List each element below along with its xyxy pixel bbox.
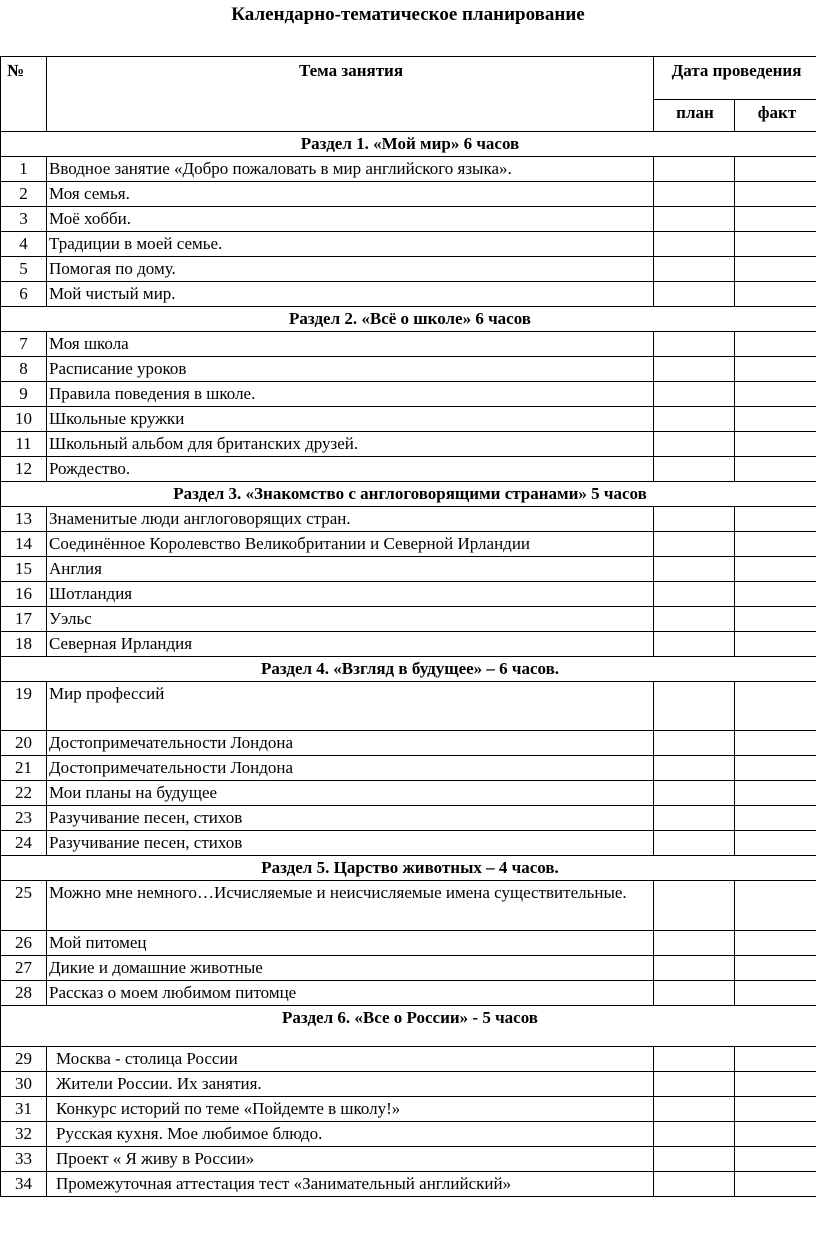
table-row bbox=[1, 357, 816, 382]
plan-date-cell bbox=[654, 257, 735, 282]
row-number: 9 bbox=[1, 382, 47, 407]
row-number: 5 bbox=[1, 257, 47, 282]
plan-date-cell bbox=[654, 831, 735, 856]
table-row bbox=[1, 806, 816, 831]
fact-date-cell bbox=[735, 881, 816, 931]
row-number: 17 bbox=[1, 607, 47, 632]
fact-date-cell bbox=[735, 432, 816, 457]
plan-date-cell bbox=[654, 382, 735, 407]
row-number: 14 bbox=[1, 532, 47, 557]
fact-date-cell bbox=[735, 582, 816, 607]
section-title: Раздел 5. Царство животных – 4 часов. bbox=[1, 856, 816, 881]
table-row bbox=[1, 981, 816, 1006]
row-topic: Мир профессий bbox=[47, 682, 654, 731]
table-row bbox=[1, 257, 816, 282]
fact-date-cell bbox=[735, 282, 816, 307]
row-topic: Конкурс историй по теме «Пойдемте в школу!» bbox=[47, 1097, 654, 1122]
fact-date-cell bbox=[735, 557, 816, 582]
row-topic: Проект « Я живу в России» bbox=[47, 1147, 654, 1172]
plan-date-cell bbox=[654, 881, 735, 931]
row-number: 21 bbox=[1, 756, 47, 781]
table-row bbox=[1, 457, 816, 482]
plan-date-cell bbox=[654, 507, 735, 532]
row-topic: Шотландия bbox=[47, 582, 654, 607]
row-number: 30 bbox=[1, 1072, 47, 1097]
plan-date-cell bbox=[654, 282, 735, 307]
row-topic: Достопримечательности Лондона bbox=[47, 731, 654, 756]
row-topic: Англия bbox=[47, 557, 654, 582]
row-topic: Можно мне немного…Исчисляемые и неисчисляемые имена существительные. bbox=[47, 881, 654, 931]
plan-date-cell bbox=[654, 207, 735, 232]
section-title: Раздел 1. «Мой мир» 6 часов bbox=[1, 132, 816, 157]
plan-table bbox=[0, 56, 816, 1197]
row-number: 24 bbox=[1, 831, 47, 856]
plan-date-cell bbox=[654, 1097, 735, 1122]
row-number: 15 bbox=[1, 557, 47, 582]
plan-date-cell bbox=[654, 407, 735, 432]
fact-date-cell bbox=[735, 1147, 816, 1172]
row-topic: Рассказ о моем любимом питомце bbox=[47, 981, 654, 1006]
row-topic: Достопримечательности Лондона bbox=[47, 756, 654, 781]
table-row bbox=[1, 731, 816, 756]
fact-date-cell bbox=[735, 831, 816, 856]
fact-date-cell bbox=[735, 956, 816, 981]
fact-date-cell bbox=[735, 332, 816, 357]
row-topic: Помогая по дому. bbox=[47, 257, 654, 282]
plan-date-cell bbox=[654, 607, 735, 632]
fact-date-cell bbox=[735, 682, 816, 731]
fact-date-cell bbox=[735, 781, 816, 806]
row-topic: Вводное занятие «Добро пожаловать в мир английского языка». bbox=[47, 157, 654, 182]
plan-date-cell bbox=[654, 806, 735, 831]
row-topic: Моя школа bbox=[47, 332, 654, 357]
row-number: 31 bbox=[1, 1097, 47, 1122]
table-row bbox=[1, 332, 816, 357]
plan-date-cell bbox=[654, 357, 735, 382]
row-topic: Школьные кружки bbox=[47, 407, 654, 432]
row-number: 1 bbox=[1, 157, 47, 182]
row-number: 29 bbox=[1, 1047, 47, 1072]
table-row bbox=[1, 582, 816, 607]
row-topic: Моё хобби. bbox=[47, 207, 654, 232]
fact-date-cell bbox=[735, 207, 816, 232]
row-number: 3 bbox=[1, 207, 47, 232]
row-topic: Разучивание песен, стихов bbox=[47, 806, 654, 831]
fact-date-cell bbox=[735, 157, 816, 182]
table-row bbox=[1, 781, 816, 806]
plan-date-cell bbox=[654, 457, 735, 482]
header-row bbox=[1, 57, 816, 100]
fact-date-cell bbox=[735, 182, 816, 207]
section-row bbox=[1, 307, 816, 332]
row-number: 19 bbox=[1, 682, 47, 731]
row-number: 7 bbox=[1, 332, 47, 357]
row-number: 8 bbox=[1, 357, 47, 382]
row-number: 12 bbox=[1, 457, 47, 482]
row-number: 22 bbox=[1, 781, 47, 806]
plan-date-cell bbox=[654, 981, 735, 1006]
row-number: 23 bbox=[1, 806, 47, 831]
row-number: 10 bbox=[1, 407, 47, 432]
section-row bbox=[1, 856, 816, 881]
row-topic: Мои планы на будущее bbox=[47, 781, 654, 806]
table-row bbox=[1, 1097, 816, 1122]
row-topic: Знаменитые люди англоговорящих стран. bbox=[47, 507, 654, 532]
section-row bbox=[1, 1006, 816, 1047]
row-topic: Москва - столица России bbox=[47, 1047, 654, 1072]
row-number: 28 bbox=[1, 981, 47, 1006]
fact-date-cell bbox=[735, 1097, 816, 1122]
fact-date-cell bbox=[735, 457, 816, 482]
row-number: 11 bbox=[1, 432, 47, 457]
fact-date-cell bbox=[735, 1072, 816, 1097]
row-topic: Рождество. bbox=[47, 457, 654, 482]
table-row bbox=[1, 382, 816, 407]
plan-date-cell bbox=[654, 781, 735, 806]
table-row bbox=[1, 557, 816, 582]
header-num: № bbox=[1, 57, 47, 132]
table-row bbox=[1, 182, 816, 207]
plan-date-cell bbox=[654, 682, 735, 731]
fact-date-cell bbox=[735, 931, 816, 956]
row-topic: Уэльс bbox=[47, 607, 654, 632]
section-row bbox=[1, 482, 816, 507]
table-row bbox=[1, 207, 816, 232]
row-topic: Моя семья. bbox=[47, 182, 654, 207]
plan-date-cell bbox=[654, 931, 735, 956]
plan-date-cell bbox=[654, 956, 735, 981]
fact-date-cell bbox=[735, 382, 816, 407]
table-row bbox=[1, 831, 816, 856]
table-row bbox=[1, 956, 816, 981]
table-row bbox=[1, 1047, 816, 1072]
fact-date-cell bbox=[735, 1172, 816, 1197]
fact-date-cell bbox=[735, 756, 816, 781]
plan-date-cell bbox=[654, 157, 735, 182]
fact-date-cell bbox=[735, 507, 816, 532]
row-number: 34 bbox=[1, 1172, 47, 1197]
table-row bbox=[1, 1172, 816, 1197]
table-row bbox=[1, 632, 816, 657]
table-row bbox=[1, 407, 816, 432]
row-number: 16 bbox=[1, 582, 47, 607]
plan-date-cell bbox=[654, 332, 735, 357]
table-row bbox=[1, 607, 816, 632]
plan-date-cell bbox=[654, 1172, 735, 1197]
plan-date-cell bbox=[654, 532, 735, 557]
row-number: 13 bbox=[1, 507, 47, 532]
plan-date-cell bbox=[654, 1072, 735, 1097]
row-topic: Традиции в моей семье. bbox=[47, 232, 654, 257]
fact-date-cell bbox=[735, 607, 816, 632]
row-number: 33 bbox=[1, 1147, 47, 1172]
row-topic: Дикие и домашние животные bbox=[47, 956, 654, 981]
row-number: 4 bbox=[1, 232, 47, 257]
plan-date-cell bbox=[654, 756, 735, 781]
row-number: 2 bbox=[1, 182, 47, 207]
section-title: Раздел 3. «Знакомство с англоговорящими странами» 5 часов bbox=[1, 482, 816, 507]
row-topic: Соединённое Королевство Великобритании и Северной Ирландии bbox=[47, 532, 654, 557]
fact-date-cell bbox=[735, 1122, 816, 1147]
plan-date-cell bbox=[654, 182, 735, 207]
header-plan: план bbox=[654, 100, 735, 132]
plan-date-cell bbox=[654, 582, 735, 607]
row-topic: Промежуточная аттестация тест «Занимательный английский» bbox=[47, 1172, 654, 1197]
fact-date-cell bbox=[735, 632, 816, 657]
row-topic: Расписание уроков bbox=[47, 357, 654, 382]
fact-date-cell bbox=[735, 232, 816, 257]
section-row bbox=[1, 657, 816, 682]
row-topic: Мой питомец bbox=[47, 931, 654, 956]
table-row bbox=[1, 756, 816, 781]
plan-date-cell bbox=[654, 432, 735, 457]
section-title: Раздел 2. «Всё о школе» 6 часов bbox=[1, 307, 816, 332]
table-row bbox=[1, 532, 816, 557]
row-number: 25 bbox=[1, 881, 47, 931]
row-number: 18 bbox=[1, 632, 47, 657]
plan-date-cell bbox=[654, 1047, 735, 1072]
fact-date-cell bbox=[735, 981, 816, 1006]
table-row bbox=[1, 157, 816, 182]
fact-date-cell bbox=[735, 532, 816, 557]
row-number: 6 bbox=[1, 282, 47, 307]
table-row bbox=[1, 1072, 816, 1097]
section-row bbox=[1, 132, 816, 157]
fact-date-cell bbox=[735, 1047, 816, 1072]
row-topic: Мой чистый мир. bbox=[47, 282, 654, 307]
header-fact: факт bbox=[735, 100, 816, 132]
plan-date-cell bbox=[654, 1122, 735, 1147]
row-number: 26 bbox=[1, 931, 47, 956]
row-topic: Северная Ирландия bbox=[47, 632, 654, 657]
plan-date-cell bbox=[654, 1147, 735, 1172]
fact-date-cell bbox=[735, 806, 816, 831]
table-row bbox=[1, 232, 816, 257]
page-title: Календарно-тематическое планирование bbox=[231, 4, 585, 25]
row-topic: Жители России. Их занятия. bbox=[47, 1072, 654, 1097]
table-row bbox=[1, 1122, 816, 1147]
row-topic: Русская кухня. Мое любимое блюдо. bbox=[47, 1122, 654, 1147]
table-row bbox=[1, 881, 816, 931]
plan-date-cell bbox=[654, 557, 735, 582]
fact-date-cell bbox=[735, 407, 816, 432]
plan-date-cell bbox=[654, 731, 735, 756]
row-topic: Правила поведения в школе. bbox=[47, 382, 654, 407]
table-row bbox=[1, 931, 816, 956]
plan-date-cell bbox=[654, 232, 735, 257]
row-topic: Разучивание песен, стихов bbox=[47, 831, 654, 856]
fact-date-cell bbox=[735, 257, 816, 282]
fact-date-cell bbox=[735, 731, 816, 756]
fact-date-cell bbox=[735, 357, 816, 382]
row-number: 27 bbox=[1, 956, 47, 981]
header-date: Дата проведения bbox=[654, 57, 816, 100]
section-title: Раздел 4. «Взгляд в будущее» – 6 часов. bbox=[1, 657, 816, 682]
row-number: 20 bbox=[1, 731, 47, 756]
table-row bbox=[1, 507, 816, 532]
table-row bbox=[1, 682, 816, 731]
row-number: 32 bbox=[1, 1122, 47, 1147]
table-row bbox=[1, 432, 816, 457]
section-title: Раздел 6. «Все о России» - 5 часов bbox=[1, 1006, 816, 1047]
row-topic: Школьный альбом для британских друзей. bbox=[47, 432, 654, 457]
plan-date-cell bbox=[654, 632, 735, 657]
header-topic: Тема занятия bbox=[47, 57, 654, 132]
table-row bbox=[1, 1147, 816, 1172]
table-row bbox=[1, 282, 816, 307]
